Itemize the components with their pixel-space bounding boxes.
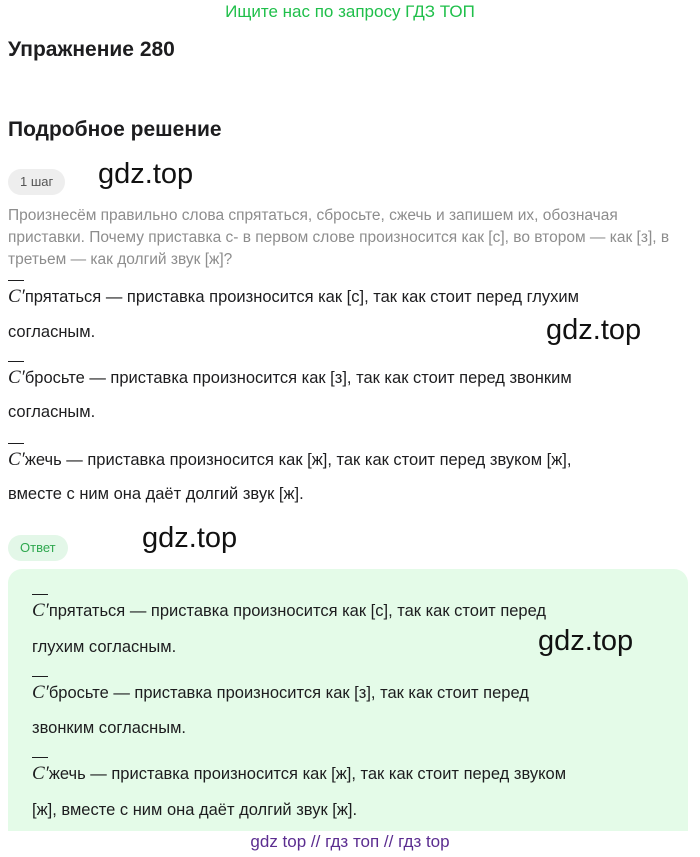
answer-badge: Ответ — [8, 535, 68, 561]
answer-line-3 — [32, 756, 566, 792]
prefix-symbol: С′ — [32, 675, 49, 711]
exercise-title: Упражнение 280 — [8, 38, 175, 61]
answer-text: бросьте — приставка произносится как [з], так как стоит перед — [48, 684, 529, 702]
solution-line-1 — [8, 279, 579, 315]
solution-line-1b: согласным. — [8, 323, 96, 341]
solution-line-2 — [8, 360, 572, 396]
task-text: Произнесём правильно слова спрятаться, сбросьте, сжечь и запишем их, обозначая приставки. Почему приставка с- в первом слове произносится как [с], во втором — как [з], в третьем — как долгий звук [ж]? — [8, 207, 670, 268]
watermark: gdz.top — [546, 314, 642, 346]
answer-text: прятаться — приставка произносится как [с], так как стоит перед — [48, 602, 547, 620]
watermark: gdz.top — [142, 522, 238, 554]
section-title: Подробное решение — [8, 118, 222, 141]
answer-line-2 — [32, 675, 529, 711]
prefix-symbol: С′ — [8, 442, 25, 478]
watermark: gdz.top — [98, 158, 194, 190]
answer-line-2b: звонким согласным. — [32, 719, 187, 737]
solution-line-2b: согласным. — [8, 403, 96, 421]
step-badge: 1 шаг — [8, 169, 65, 195]
prefix-symbol: С′ — [8, 279, 25, 315]
solution-line-3b: вместе с ним она даёт долгий звук [ж]. — [8, 485, 304, 503]
solution-text: жечь — приставка произносится как [ж], так как стоит перед звуком [ж], — [24, 451, 572, 469]
answer-line-1b: глухим согласным. — [32, 638, 177, 656]
footer-links[interactable]: gdz top // гдз топ // гдз top — [250, 832, 450, 851]
solution-text: прятаться — приставка произносится как [с], так как стоит перед глухим — [24, 288, 579, 306]
watermark: gdz.top — [538, 625, 634, 657]
prefix-symbol: С′ — [8, 360, 25, 396]
solution-line-3 — [8, 442, 571, 478]
answer-line-3b: [ж], вместе с ним она даёт долгий звук [ж]. — [32, 801, 358, 819]
promo-banner[interactable]: Ищите нас по запросу ГДЗ ТОП — [225, 2, 475, 21]
prefix-symbol: С′ — [32, 593, 49, 629]
answer-text: жечь — приставка произносится как [ж], так как стоит перед звуком — [48, 765, 567, 783]
solution-text: бросьте — приставка произносится как [з], так как стоит перед звонким — [24, 369, 572, 387]
prefix-symbol: С′ — [32, 756, 49, 792]
answer-line-1 — [32, 593, 546, 629]
